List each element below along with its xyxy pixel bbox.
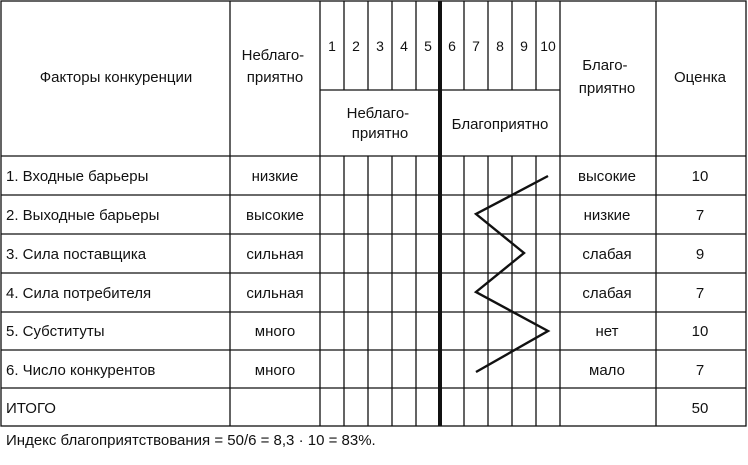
factor-label: 6. Число конкурентов: [6, 362, 156, 379]
unfavorable-value: низкие: [251, 168, 299, 185]
scale-label-6: 6: [448, 38, 456, 54]
header-favorable-line2: приятно: [578, 80, 636, 97]
scale-labels: [328, 38, 556, 54]
unfavorable-value: сильная: [246, 246, 304, 263]
scale-label-7: 7: [472, 38, 480, 54]
factor-label: 2. Выходные барьеры: [6, 207, 160, 224]
unfavorable-value: сильная: [246, 285, 304, 302]
header-unfavorable-line1: Неблаго-: [241, 47, 305, 64]
scale-label-10: 10: [540, 38, 556, 54]
header-favorable: [579, 57, 635, 97]
favorable-value: низкие: [583, 207, 631, 224]
factor-label: 3. Сила поставщика: [6, 246, 147, 263]
favorable-value: слабая: [582, 285, 632, 302]
score-value: 10: [691, 168, 709, 185]
unfavorable-value: высокие: [245, 207, 305, 224]
header-unfavorable-line2: приятно: [246, 69, 304, 86]
score-value: 7: [695, 285, 705, 302]
favorable-value: мало: [589, 362, 625, 379]
favorable-value: нет: [595, 323, 619, 340]
header-unfavorable: [242, 47, 309, 86]
scale-label-3: 3: [376, 38, 384, 54]
scale-label-5: 5: [424, 38, 432, 54]
scale-label-9: 9: [520, 38, 528, 54]
scale-label-8: 8: [496, 38, 504, 54]
total-score: 50: [691, 400, 709, 417]
score-value: 7: [695, 362, 705, 379]
scale-label-4: 4: [400, 38, 408, 54]
unfavorable-value: много: [254, 362, 296, 379]
header-favorable-line1: Благо-: [582, 57, 628, 74]
header-score: Оценка: [674, 69, 726, 86]
score-value: 9: [695, 246, 705, 263]
factor-label: 4. Сила потребителя: [6, 285, 152, 302]
factor-label: 1. Входные барьеры: [6, 168, 149, 185]
scale-label-2: 2: [352, 38, 360, 54]
unfavorable-value: много: [254, 323, 296, 340]
unfavorable-group-line1: Неблаго-: [346, 105, 410, 122]
favorability-index-note: Индекс благоприятствования = 50/6 = 8,3 · 10 = 83%.: [6, 432, 376, 449]
favorable-value: слабая: [582, 246, 632, 263]
header-factors: Факторы конкуренции: [39, 69, 193, 86]
factor-label: 5. Субституты: [6, 323, 105, 340]
favorable-value: высокие: [577, 168, 637, 185]
favorable-group-label: Благоприятно: [451, 116, 549, 133]
unfavorable-group-label: [347, 105, 414, 142]
total-label: ИТОГО: [6, 400, 56, 417]
unfavorable-group-line2: приятно: [351, 125, 409, 142]
score-value: 7: [695, 207, 705, 224]
scale-label-1: 1: [328, 38, 336, 54]
score-value: 10: [691, 323, 709, 340]
